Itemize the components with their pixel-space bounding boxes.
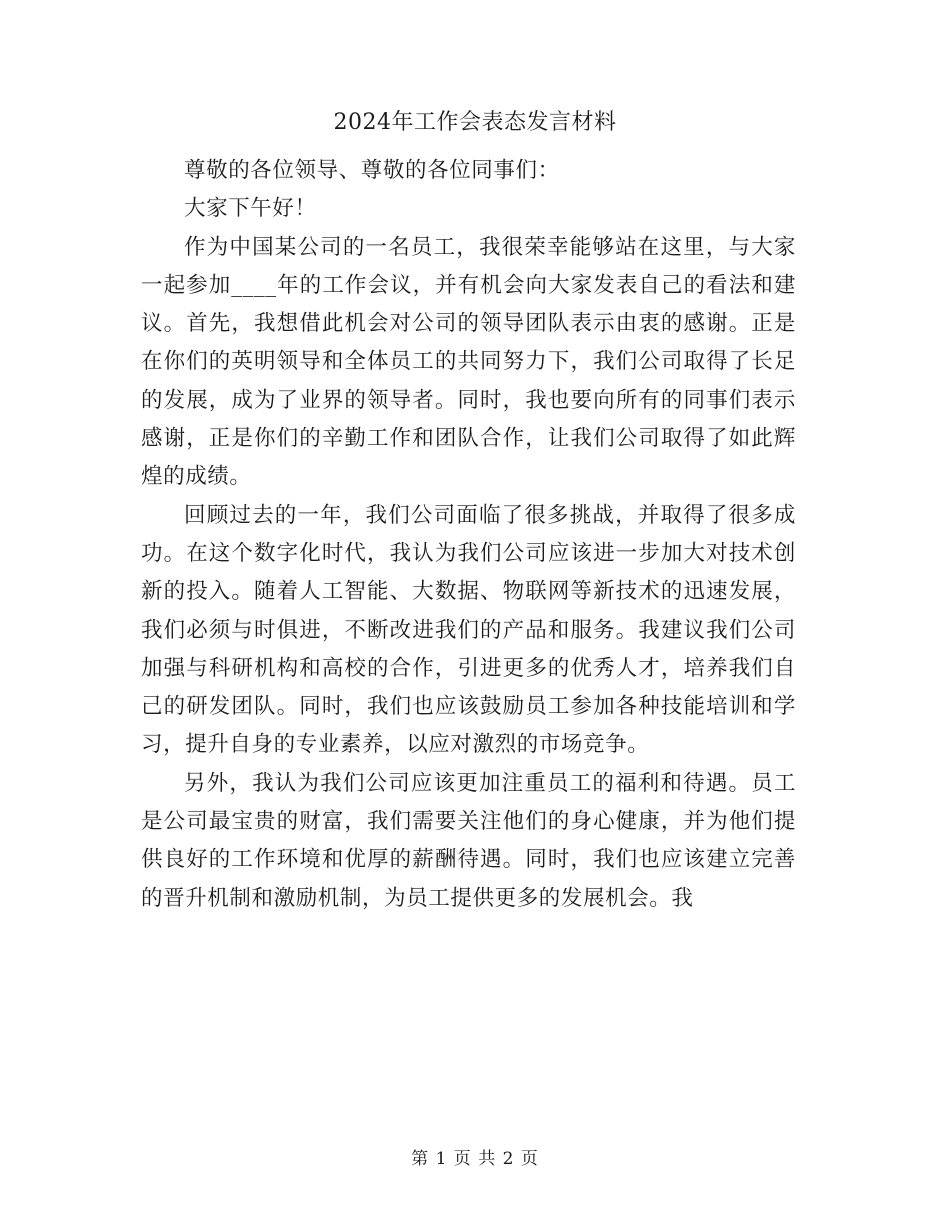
salutation: 尊敬的各位领导、尊敬的各位同事们： — [184, 158, 560, 183]
page-number-footer: 第 1 页 共 2 页 — [411, 1149, 539, 1169]
body-paragraph-2: 回顾过去的一年，我们公司面临了很多挑战，并取得了很多成功。在这个数字化时代，我认为我们公司应该进一步加大对技术创新的投入。随着人工智能、大数据、物联网等新技术的迅速发展，我们必须与时俱进，不断改进我们的产品和服务。我建议我们公司加强与科研机构和高校的合作，引进更多的优秀人才，培养我们自己的研发团队。同时，我们也应该鼓励员工参加各种技能培训和学习，提升自身的专业素养，以应对激烈的市场竞争。 — [141, 502, 796, 758]
document-body — [141, 152, 796, 918]
body-paragraph-1: 作为中国某公司的一名员工，我很荣幸能够站在这里，与大家一起参加____年的工作会议，并有机会向大家发表自己的看法和建议。首先，我想借此机会对公司的领导团队表示由衷的感谢。正是在你们的英明领导和全体员工的共同努力下，我们公司取得了长足的发展，成为了业界的领导者。同时，我也要向所有的同事们表示感谢，正是你们的辛勤工作和团队合作，让我们公司取得了如此辉煌的成绩。 — [141, 234, 796, 490]
body-paragraph-3: 另外，我认为我们公司应该更加注重员工的福利和待遇。员工是公司最宝贵的财富，我们需要关注他们的身心健康，并为他们提供良好的工作环境和优厚的薪酬待遇。同时，我们也应该建立完善的晋升机制和激励机制，为员工提供更多的发展机会。我 — [141, 770, 796, 911]
greeting: 大家下午好！ — [184, 196, 317, 222]
document-title: 2024年工作会表态发言材料 — [333, 110, 617, 135]
